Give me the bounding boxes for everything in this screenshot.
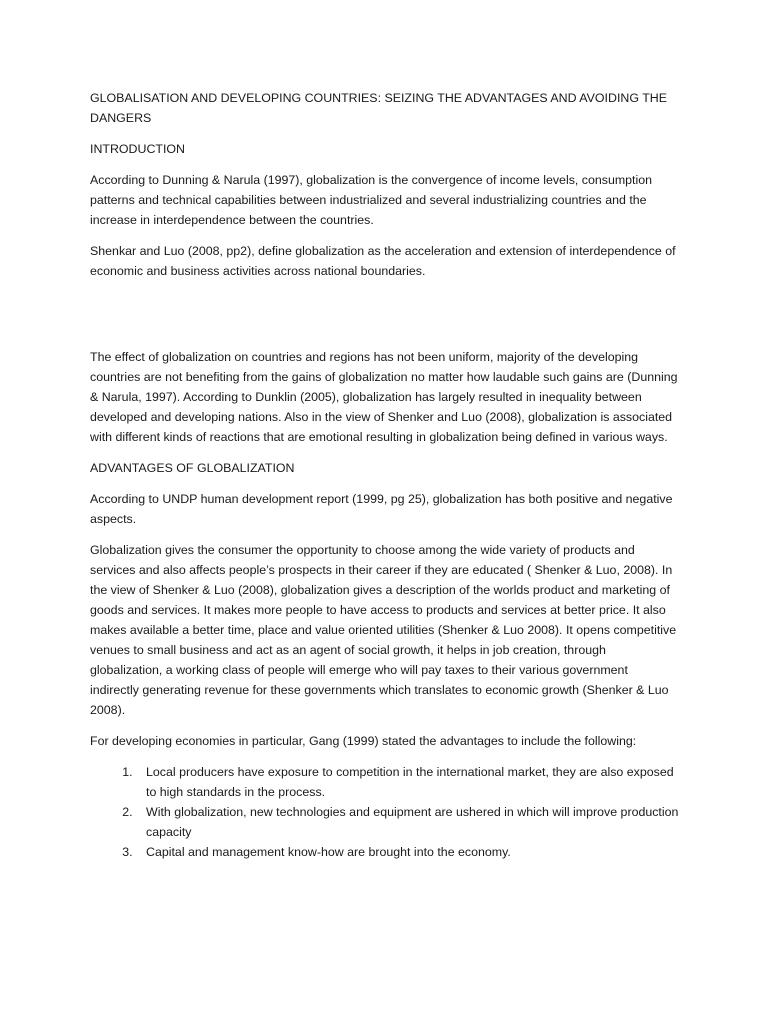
blank-space bbox=[90, 292, 680, 347]
document-title: GLOBALISATION AND DEVELOPING COUNTRIES: SEIZING THE ADVANTAGES AND AVOIDING THE DANGERS bbox=[90, 91, 667, 125]
advantages-paragraph-1: According to UNDP human development report (1999, pg 25), globalization has both positive and negative aspects. bbox=[90, 492, 673, 526]
introduction-heading: INTRODUCTION bbox=[90, 142, 185, 156]
list-item: 2. With globalization, new technologies and equipment are ushered in which will improve production capacity bbox=[136, 802, 680, 842]
advantages-heading: ADVANTAGES OF GLOBALIZATION bbox=[90, 461, 295, 475]
intro-paragraph-3: The effect of globalization on countries and regions has not been uniform, majority of the developing countries are not benefiting from the gains of globalization no matter how laudable such gains are (Dunning & Narula, 1997). According to Dunklin (2005), globalization has largely resulted in inequality between developed and developing nations. Also in the view of Shenker and Luo (2008), globalization is associated with different kinds of reactions that are emotional resulting in globalization being defined in various ways. bbox=[90, 350, 678, 444]
list-item: 1. Local producers have exposure to competition in the international market, they are also exposed to high standards in the process. bbox=[136, 762, 680, 802]
document-page bbox=[90, 88, 680, 862]
intro-paragraph-2: Shenkar and Luo (2008, pp2), define globalization as the acceleration and extension of interdependence of economic and business activities across national boundaries. bbox=[90, 244, 676, 278]
advantages-paragraph-2: Globalization gives the consumer the opportunity to choose among the wide variety of products and services and also affects people’s prospects in their career if they are educated ( Shenker & Luo, 2008). In the view of Shenker & Luo (2008), globalization gives a description of the worlds product and marketing of goods and services. It makes more people to have access to products and services at better price. It also makes available a better time, place and value oriented utilities (Shenker & Luo 2008). It opens competitive venues to small business and act as an agent of social growth, it helps in job creation, through globalization, a working class of people will emerge who will pay taxes to their various government indirectly generating revenue for these governments which translates to economic growth (Shenker & Luo 2008). bbox=[90, 543, 677, 717]
intro-paragraph-1: According to Dunning & Narula (1997), globalization is the convergence of income levels, consumption patterns and technical capabilities between industrialized and several industrializing countries and the increase in interdependence between the countries. bbox=[90, 173, 653, 227]
advantages-paragraph-3: For developing economies in particular, Gang (1999) stated the advantages to include the following: bbox=[90, 734, 637, 748]
list-item: 3. Capital and management know-how are brought into the economy. bbox=[136, 842, 680, 862]
advantages-list bbox=[90, 762, 680, 862]
